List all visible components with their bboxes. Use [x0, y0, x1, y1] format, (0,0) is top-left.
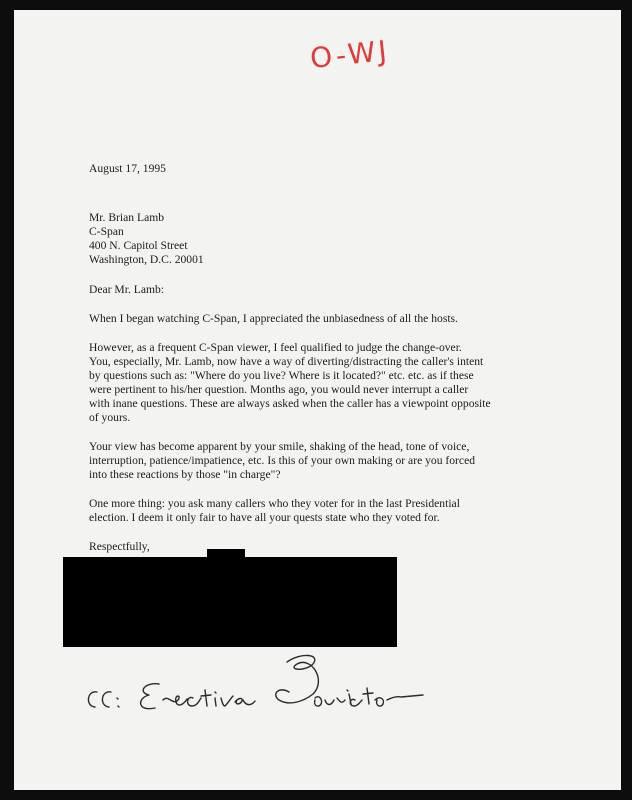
- cc-stroke: [315, 688, 423, 706]
- salutation: Dear Mr. Lamb:: [89, 283, 165, 296]
- redaction-block: [63, 557, 397, 647]
- paragraph: Your view has become apparent by your smile, shaking of the head, tone of voice, interruption, patience/impatience, etc. Is this of your own making or are you forced into these reactions by those "in charge"?: [89, 440, 476, 481]
- handwritten-annotation: O-WJ: [308, 33, 392, 76]
- letter-date: August 17, 1995: [89, 162, 166, 175]
- letter-body: [89, 162, 529, 554]
- paragraph: One more thing: you ask many callers who they voter for in the last Presidential election. I deem it only fair to have all your quests state who they voted for.: [89, 497, 460, 524]
- closing: Respectfully,: [89, 540, 150, 553]
- paragraph: However, as a frequent C-Span viewer, I feel qualified to judge the change-over. You, especially, Mr. Lamb, now have a way of diverting/distracting the caller's intent by questions such as: "Where do you live? Where is it located?" etc. etc. as if these were pertinent to his/her question. Months ago, you would never interrupt a caller with inane questions. These are always asked when the caller has a viewpoint opposite of yours.: [89, 341, 491, 424]
- redaction-block-small: [207, 549, 245, 557]
- cc-stroke: [276, 655, 319, 702]
- cc-stroke: [88, 692, 119, 707]
- cc-stroke: [141, 684, 255, 709]
- address-line: 400 N. Capitol Street: [89, 239, 188, 252]
- recipient-address: [89, 211, 529, 267]
- handwritten-cc-signature: [75, 640, 445, 730]
- address-line: C-Span: [89, 225, 124, 238]
- address-line: Washington, D.C. 20001: [89, 253, 204, 266]
- address-line: Mr. Brian Lamb: [89, 211, 165, 224]
- paragraph: When I began watching C-Span, I appreciated the unbiasedness of all the hosts.: [89, 312, 458, 325]
